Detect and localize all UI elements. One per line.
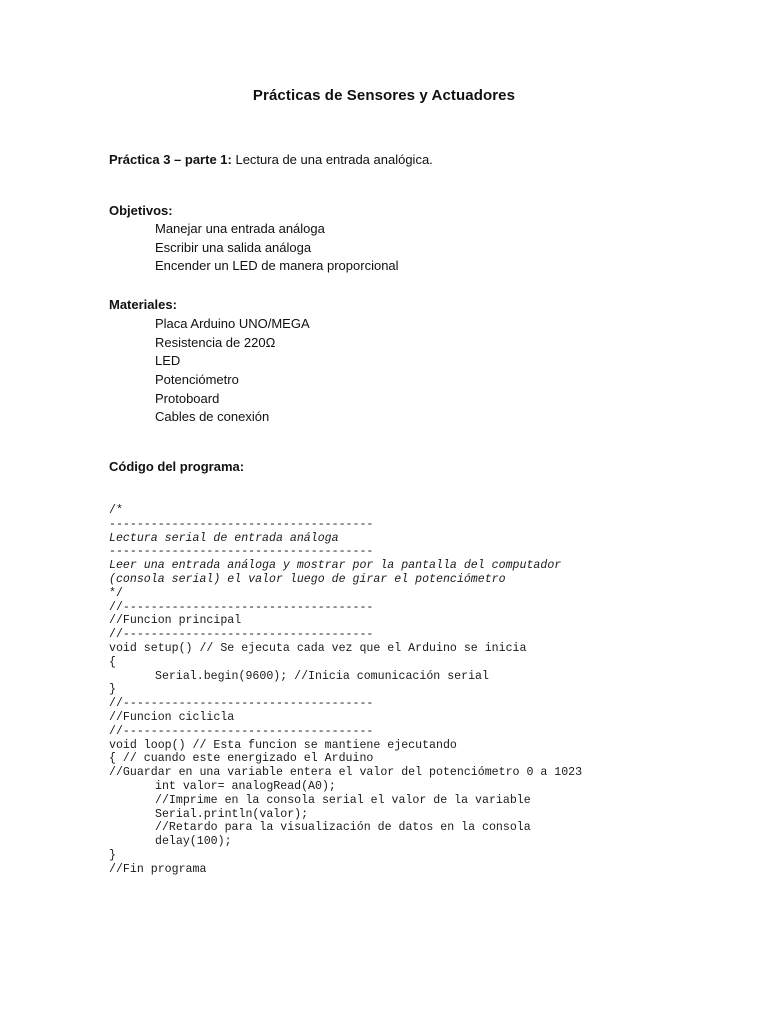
practice-line [109, 152, 433, 167]
code-line: //Funcion principal [109, 614, 242, 628]
materials-list [155, 315, 310, 427]
objectives-heading: Objetivos: [109, 203, 173, 218]
practice-text: Lectura de una entrada analógica. [231, 152, 433, 167]
code-line: //Imprime en la consola serial el valor de la variable [155, 793, 531, 807]
list-item: LED [155, 353, 181, 369]
code-line: Leer una entrada análoga y mostrar por la pantalla del computador [109, 559, 562, 573]
list-item: Resistencia de 220Ω [155, 334, 276, 350]
list-item: Cables de conexión [155, 409, 270, 425]
code-line: //------------------------------------ [109, 628, 374, 642]
code-line: //Guardar en una variable entera el valor del potenciómetro 0 a 1023 [109, 766, 583, 780]
page-title: Prácticas de Sensores y Actuadores [252, 87, 516, 104]
list-item: Escribir una salida análoga [155, 239, 312, 255]
code-line: //------------------------------------ [109, 697, 374, 711]
code-line: void loop() // Esta funcion se mantiene ejecutando [109, 738, 457, 752]
code-line: -------------------------------------- [109, 517, 374, 531]
objectives-list [155, 220, 399, 276]
code-line: (consola serial) el valor luego de girar el potenciómetro [109, 572, 506, 586]
list-item: Placa Arduino UNO/MEGA [155, 316, 310, 331]
list-item: Potenciómetro [155, 372, 239, 388]
code-line: //Retardo para la visualización de datos en la consola [155, 821, 531, 835]
code-line: Serial.begin(9600); //Inicia comunicación serial [155, 669, 489, 683]
code-line: */ [109, 586, 123, 600]
code-line: delay(100); [155, 835, 232, 849]
code-line: { [109, 655, 116, 669]
code-line: { // cuando este energizado el Arduino [109, 752, 374, 766]
code-line: void setup() // Se ejecuta cada vez que el Arduino se inicia [109, 641, 527, 655]
code-line: Serial.println(valor); [155, 807, 309, 821]
code-line: //Fin programa [109, 862, 207, 876]
code-line: //Funcion ciclicla [109, 710, 235, 724]
code-line: } [109, 683, 116, 697]
code-line: } [109, 848, 116, 862]
code-line: -------------------------------------- [109, 545, 374, 559]
code-line: Lectura serial de entrada análoga [109, 531, 339, 545]
practice-label: Práctica 3 – parte 1: [109, 152, 232, 167]
code-heading: Código del programa: [109, 459, 245, 474]
code-line: /* [109, 504, 123, 517]
code-line: int valor= analogRead(A0); [155, 779, 336, 793]
code-line: //------------------------------------ [109, 724, 374, 738]
list-item: Encender un LED de manera proporcional [155, 258, 399, 274]
code-line: //------------------------------------ [109, 600, 374, 614]
list-item: Protoboard [155, 390, 220, 406]
materials-heading: Materiales: [109, 297, 177, 312]
list-item: Manejar una entrada análoga [155, 221, 325, 236]
code-listing [109, 504, 582, 877]
